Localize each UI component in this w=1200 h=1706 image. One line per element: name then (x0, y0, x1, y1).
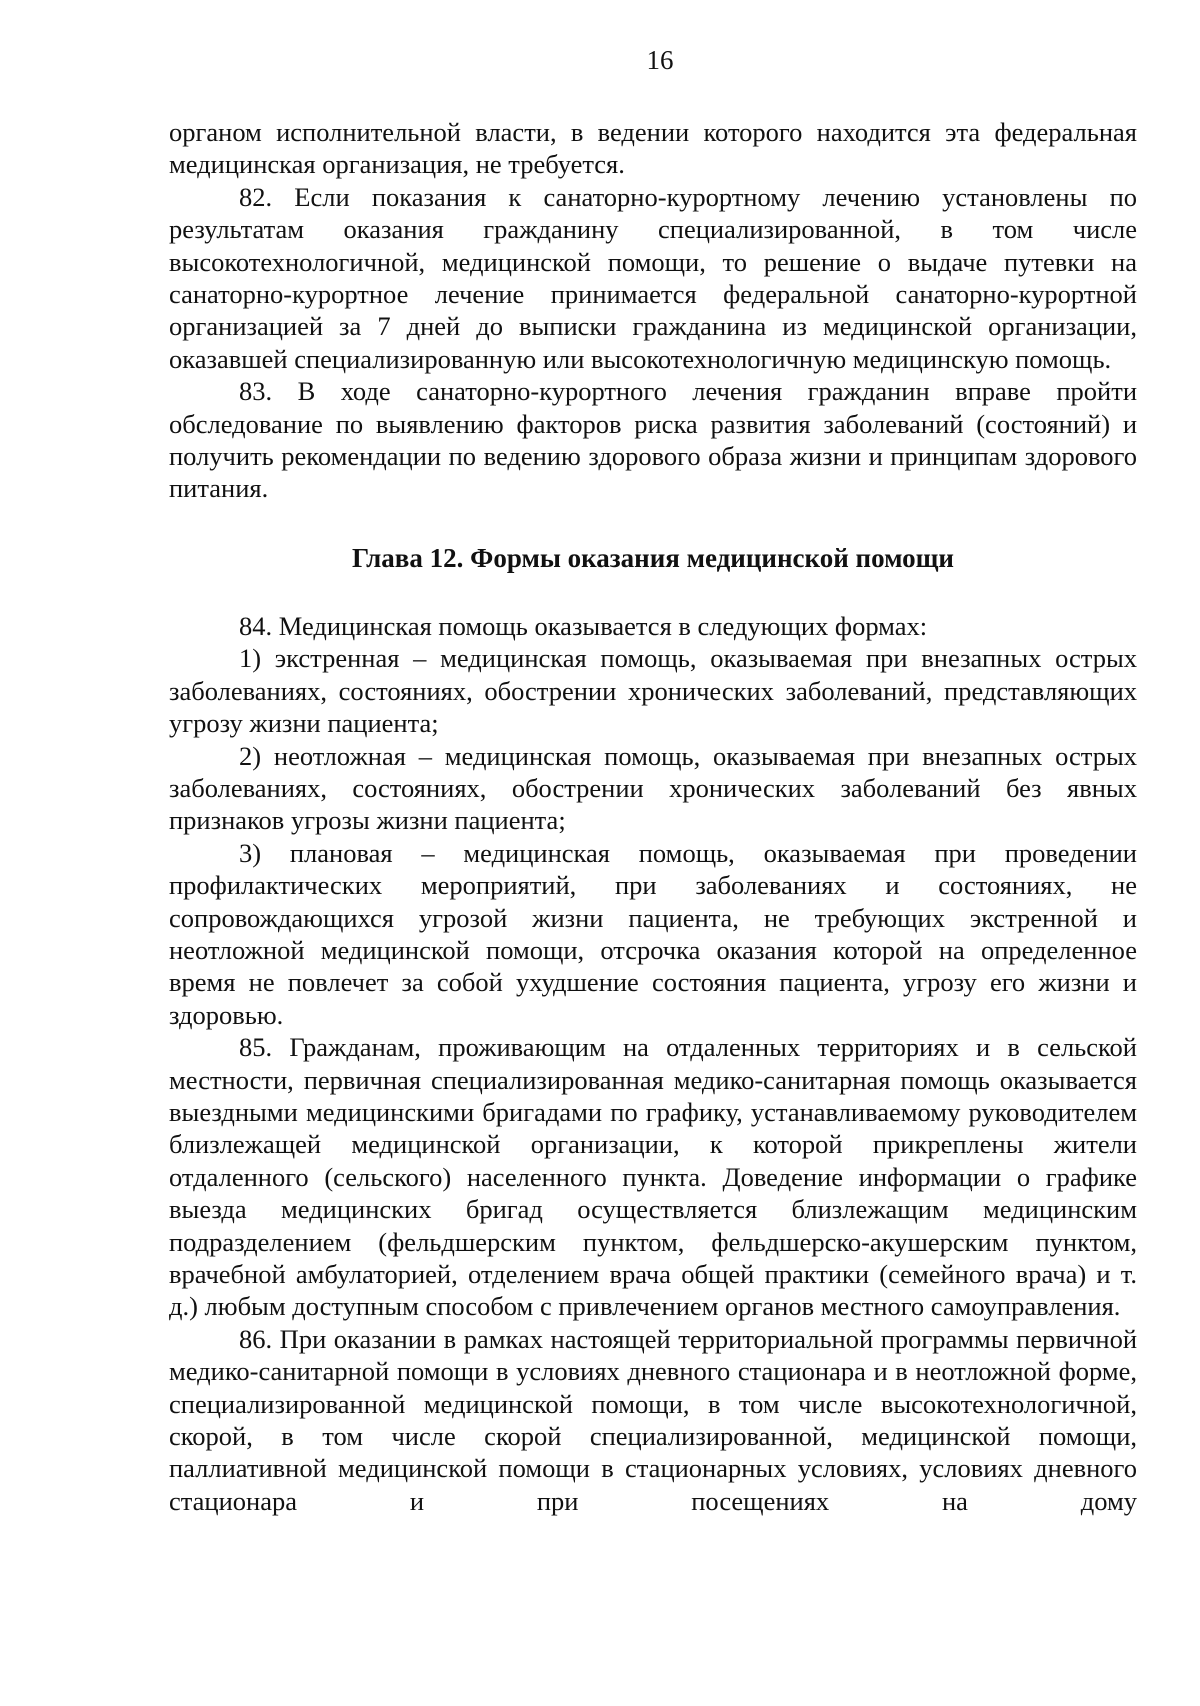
document-body (169, 116, 1137, 1517)
paragraph-continuation: органом исполнительной власти, в ведении которого находится эта федеральная медицинская организация, не требуется. (169, 117, 1137, 180)
list-item-urgent: 2) неотложная – медицинская помощь, оказываемая при внезапных острых заболеваниях, состояниях, обострении хронических заболеваний без явных признаков угрозы жизни пациента; (169, 740, 1137, 836)
chapter-title: Глава 12. Формы оказания медицинской помощи (352, 542, 954, 573)
paragraph-86: 86. При оказании в рамках настоящей территориальной программы первичной медико-санитарной помощи в условиях дневного стационара и в неотложной форме, специализированной медицинской помощи, в том числе высокотехнологичной, скорой, в том числе скорой специализированной, медицинской помощи, паллиативной медицинской помощи в стационарных условиях, условиях дневного стационара и при посещениях на дому (169, 1323, 1137, 1516)
paragraph-84: 84. Медицинская помощь оказывается в следующих формах: (239, 610, 928, 641)
paragraph-82: 82. Если показания к санаторно-курортному лечению установлены по результатам оказания гражданину специализированной, в том числе высокотехнологичной, медицинской помощи, то решение о выдаче путевки на санаторно-курортное лечение принимается федеральной санаторно-курортной организацией за 7 дней до выписки гражданина из медицинской организации, оказавшей специализированную или высокотехнологичную медицинскую помощь. (169, 181, 1137, 374)
paragraph-83: 83. В ходе санаторно-курортного лечения гражданин вправе пройти обследование по выявлению факторов риска развития заболеваний (состояний) и получить рекомендации по ведению здорового образа жизни и принципам здорового питания. (169, 376, 1137, 504)
paragraph-85: 85. Гражданам, проживающим на отдаленных территориях и в сельской местности, первичная специализированная медико-санитарная помощь оказывается выездными медицинскими бригадами по графику, устанавливаемому руководителем близлежащей медицинской организации, к которой прикреплены жители отдаленного (сельского) населенного пункта. Доведение информации о графике выезда медицинских бригад осуществляется близлежащим медицинским подразделением (фельдшерским пунктом, фельдшерско-акушерским пунктом, врачебной амбулаторией, отделением врача общей практики (семейного врача) и т. д.) любым доступным способом с привлечением органов местного самоуправления. (169, 1032, 1137, 1322)
list-item-planned: 3) плановая – медицинская помощь, оказываемая при проведении профилактических мероприятий, при заболеваниях и состояниях, не сопровождающихся угрозой жизни пациента, не требующих экстренной и неотложной медицинской помощи, отсрочка оказания которой на определенное время не повлечет за собой ухудшение состояния пациента, угрозу его жизни и здоровью. (169, 837, 1137, 1030)
list-item-emergency: 1) экстренная – медицинская помощь, оказываемая при внезапных острых заболеваниях, состояниях, обострении хронических заболеваний, представляющих угрозу жизни пациента; (169, 643, 1137, 739)
page-number: 16 (646, 45, 674, 75)
